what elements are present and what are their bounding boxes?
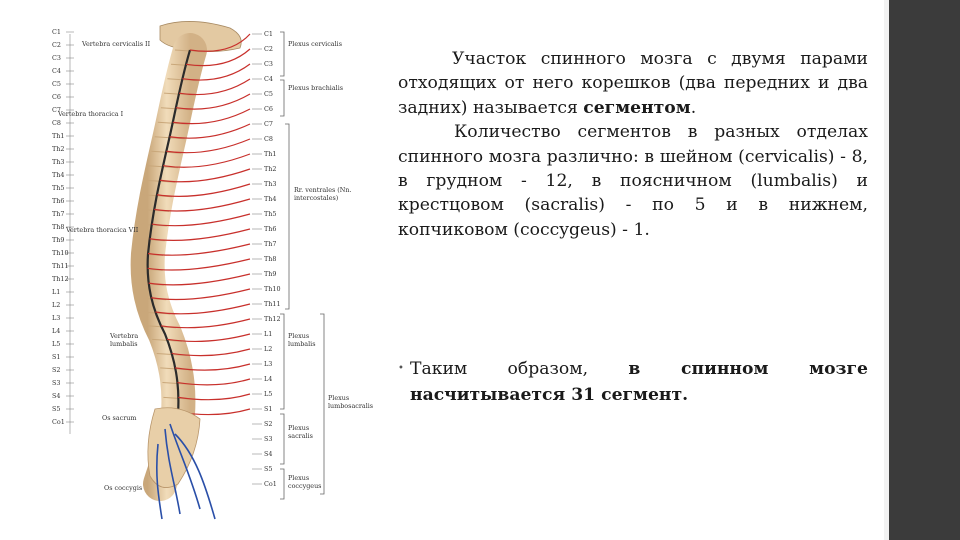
spine-figure bbox=[40, 14, 385, 524]
right-segment-label: C6 bbox=[264, 105, 273, 113]
left-segment-label: L4 bbox=[52, 327, 61, 335]
left-segment-label: C8 bbox=[52, 119, 61, 127]
left-segment-label: Th10 bbox=[52, 249, 69, 257]
right-segment-label: C4 bbox=[264, 75, 273, 83]
left-segment-label: Co1 bbox=[52, 418, 65, 426]
right-segment-label: L1 bbox=[264, 330, 273, 338]
right-segment-label: S2 bbox=[264, 420, 273, 428]
paragraph1-end: . bbox=[690, 97, 697, 118]
left-segment-label: C2 bbox=[52, 41, 61, 49]
annotation-vertebra-cervicalis: Vertebra cervicalis II bbox=[82, 40, 151, 48]
right-segment-label: Th1 bbox=[264, 150, 277, 158]
right-segment-label: Th2 bbox=[264, 165, 277, 173]
left-segment-label: Th1 bbox=[52, 132, 65, 140]
left-segment-label: Th7 bbox=[52, 210, 65, 218]
left-segment-label: S4 bbox=[52, 392, 61, 400]
annotation-plexus-lumbalis: Plexus lumbalis bbox=[288, 332, 316, 348]
paragraph1-text: Участок спинного мозга с двумя парами отходящих от него корешков (два передних и два задних) называется bbox=[398, 49, 868, 118]
left-segment-label: Th3 bbox=[52, 158, 65, 166]
right-segment-label: Th3 bbox=[264, 180, 277, 188]
left-segment-label: Th4 bbox=[52, 171, 65, 179]
right-segment-label: L2 bbox=[264, 345, 273, 353]
annotation-os-coccygis: Os coccygis bbox=[104, 484, 143, 492]
paragraph-segment-counts bbox=[398, 120, 868, 242]
right-segment-label: L3 bbox=[264, 360, 273, 368]
right-segment-label: Th7 bbox=[264, 240, 277, 248]
right-segment-label: Th12 bbox=[264, 315, 281, 323]
right-segment-label: Th11 bbox=[264, 300, 281, 308]
bullet-text bbox=[398, 356, 868, 408]
right-segment-label: C5 bbox=[264, 90, 273, 98]
bullet-bold: в спинном мозге насчитывается 31 сегмент. bbox=[410, 359, 868, 405]
left-segment-label: C7 bbox=[52, 106, 61, 114]
left-segment-label: L3 bbox=[52, 314, 61, 322]
left-segment-label: Th12 bbox=[52, 275, 69, 283]
left-segment-label: S3 bbox=[52, 379, 61, 387]
right-segment-label: S5 bbox=[264, 465, 273, 473]
left-segment-label: C3 bbox=[52, 54, 61, 62]
right-segment-label: S1 bbox=[264, 405, 273, 413]
left-segment-label: Th9 bbox=[52, 236, 65, 244]
right-segment-label: C7 bbox=[264, 120, 273, 128]
left-segment-label: Th11 bbox=[52, 262, 69, 270]
left-segment-label: S5 bbox=[52, 405, 61, 413]
sacrum bbox=[148, 408, 200, 488]
paragraph1-bold: сегментом bbox=[583, 97, 691, 118]
right-segment-label: C3 bbox=[264, 60, 273, 68]
annotation-vertebra-lumbalis: Vertebra lumbalis bbox=[110, 332, 139, 348]
annotation-vertebra-thoracica-7: Vertebra thoracica VII bbox=[66, 226, 139, 234]
right-segment-label: Th6 bbox=[264, 225, 277, 233]
right-segment-label: Th10 bbox=[264, 285, 281, 293]
annotation-os-sacrum: Os sacrum bbox=[102, 414, 137, 422]
annotation-plexus-coccygeus: Plexus coccygeus bbox=[288, 474, 322, 490]
right-segment-label: Th5 bbox=[264, 210, 277, 218]
left-segment-label: C5 bbox=[52, 80, 61, 88]
left-segment-label: L5 bbox=[52, 340, 61, 348]
annotation-plexus-sacralis: Plexus sacralis bbox=[288, 424, 313, 440]
annotation-vertebra-thoracica-1: Vertebra thoracica I bbox=[58, 110, 124, 118]
left-segment-label: Th8 bbox=[52, 223, 65, 231]
main-text bbox=[398, 47, 868, 242]
left-segment-label: C4 bbox=[52, 67, 61, 75]
right-ticks bbox=[252, 34, 262, 484]
paragraph-segment-definition bbox=[398, 47, 868, 120]
left-segment-label: L1 bbox=[52, 288, 61, 296]
right-segment-label: L4 bbox=[264, 375, 273, 383]
paragraph2-text: Количество сегментов в разных отделах спинного мозга различно: в шейном (cervicalis) - 8, в грудном - 12, в поясничном (lumbalis) и крестцовом (sacralis) - по 5 и в нижнем, копчиковом (coccygeus) - 1. bbox=[398, 122, 868, 240]
right-segment-label: C8 bbox=[264, 135, 273, 143]
left-segment-label: L2 bbox=[52, 301, 61, 309]
right-segment-label: C1 bbox=[264, 30, 273, 38]
right-segment-label: S4 bbox=[264, 450, 273, 458]
bullet-conclusion bbox=[398, 356, 868, 408]
annotation-rr-ventrales: Rr. ventrales (Nn. intercostales) bbox=[294, 186, 352, 202]
left-segment-label: C1 bbox=[52, 28, 61, 36]
right-segment-label: Th9 bbox=[264, 270, 277, 278]
right-sidebar bbox=[889, 0, 960, 540]
right-segment-label: C2 bbox=[264, 45, 273, 53]
bullet-prefix: Таким образом, bbox=[410, 359, 629, 379]
right-segment-label: Th4 bbox=[264, 195, 277, 203]
left-segment-label: S1 bbox=[52, 353, 61, 361]
annotation-plexus-brachialis: Plexus brachialis bbox=[288, 84, 344, 92]
left-segment-label: Th6 bbox=[52, 197, 65, 205]
left-segment-label: Th5 bbox=[52, 184, 65, 192]
right-segment-label: Th8 bbox=[264, 255, 277, 263]
right-segment-label: S3 bbox=[264, 435, 273, 443]
bullet-icon: • bbox=[398, 363, 404, 374]
left-segment-label: S2 bbox=[52, 366, 61, 374]
left-segment-label: Th2 bbox=[52, 145, 65, 153]
annotation-plexus-lumbosacralis: Plexus lumbosacralis bbox=[328, 394, 374, 410]
left-segment-label: C6 bbox=[52, 93, 61, 101]
right-segment-label: Co1 bbox=[264, 480, 277, 488]
right-segment-label: L5 bbox=[264, 390, 273, 398]
annotation-plexus-cervicalis: Plexus cervicalis bbox=[288, 40, 342, 48]
